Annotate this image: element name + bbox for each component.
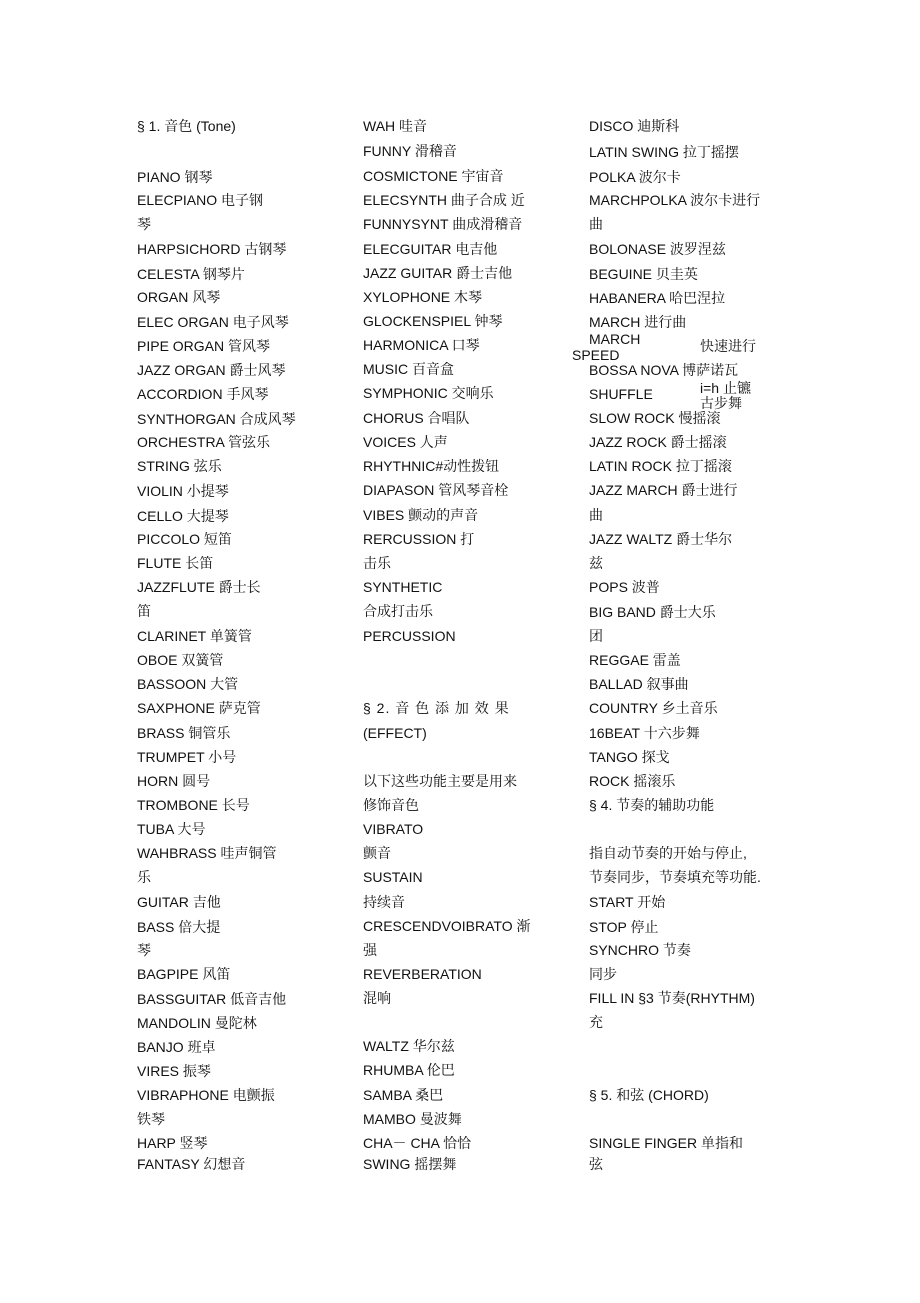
list-item: RERCUSSION 打 [363, 531, 475, 547]
list-item: RHUMBA 伦巴 [363, 1062, 455, 1078]
list-item: SWING 摇摆舞 [363, 1156, 457, 1172]
list-item: 修饰音色 [363, 797, 419, 813]
list-item: TROMBONE 长号 [137, 797, 250, 813]
section-4-desc: 指自动节奏的开始与停止, [589, 845, 747, 861]
list-item: MARCHPOLKA 波尔卡进行 [589, 192, 761, 208]
list-item: CELLO 大提琴 [137, 508, 229, 524]
list-item: BRASS 铜管乐 [137, 725, 231, 741]
list-item: 笛 [137, 603, 151, 619]
list-item: SUSTAIN [363, 869, 423, 885]
list-item: HARMONICA 口琴 [363, 337, 480, 353]
list-item: PIANO 钢琴 [137, 169, 213, 185]
list-item: SYNCHRO 节奏 [589, 942, 691, 958]
list-item: 同步 [589, 966, 617, 982]
list-item: PERCUSSION [363, 628, 456, 644]
list-item: 颤音 [363, 845, 391, 861]
list-item: BASSGUITAR 低音吉他 [137, 991, 287, 1007]
list-item: FUNNYSYNT 曲成滑稽音 [363, 216, 523, 232]
list-item: GUITAR 吉他 [137, 894, 221, 910]
list-item: 古步舞 [700, 395, 742, 411]
list-item: XYLOPHONE 木琴 [363, 289, 483, 305]
list-item: ROCK 摇滚乐 [589, 773, 676, 789]
list-item: REVERBERATION [363, 966, 482, 982]
list-item: FLUTE 长笛 [137, 555, 214, 571]
list-item: JAZZFLUTE 爵士长 [137, 579, 261, 595]
list-item: DIAPASON 管风琴音栓 [363, 482, 509, 498]
list-item: ELECPIANO 电子钢 [137, 192, 264, 208]
list-item: 合成打击乐 [363, 603, 433, 619]
list-item: JAZZ ROCK 爵士摇滚 [589, 434, 727, 450]
section-2-heading: § 2. 音 色 添 加 效 果 [363, 700, 510, 716]
list-item: SYNTHETIC [363, 579, 443, 595]
list-item: SYMPHONIC 交响乐 [363, 385, 494, 401]
list-item: VIRES 振琴 [137, 1063, 211, 1079]
list-item: 琴 [137, 942, 151, 958]
list-item: 快速进行 [700, 338, 756, 354]
list-item: COSMICTONE 宇宙音 [363, 168, 504, 184]
list-item: JAZZ ORGAN 爵士风琴 [137, 362, 286, 378]
list-item: JAZZ MARCH 爵士进行 [589, 482, 738, 498]
list-item: JAZZ WALTZ 爵士华尔 [589, 531, 733, 547]
list-item: HARPSICHORD 古钢琴 [137, 241, 287, 257]
list-item: 充 [589, 1014, 603, 1030]
list-item: LATIN ROCK 拉丁摇滚 [589, 458, 732, 474]
list-item: 团 [589, 628, 603, 644]
list-item: LATIN SWING 拉丁摇摆 [589, 144, 739, 160]
list-item: FANTASY 幻想音 [137, 1156, 246, 1172]
list-item: BOSSA NOVA 博萨诺瓦 [589, 362, 739, 378]
list-item: BANJO 班卓 [137, 1039, 216, 1055]
list-item: JAZZ GUITAR 爵士吉他 [363, 265, 513, 281]
list-item: COUNTRY 乡土音乐 [589, 700, 718, 716]
list-item: 混响 [363, 990, 391, 1006]
list-item: MARCH 进行曲 [589, 314, 687, 330]
list-item: CLARINET 单簧管 [137, 628, 252, 644]
list-item: 以下这些功能主要是用来 [363, 773, 517, 789]
list-item: SPEED [572, 347, 620, 363]
list-item: BEGUINE 贝圭英 [589, 266, 698, 282]
list-item: VIBRATO [363, 821, 424, 837]
list-item: MARCH [589, 331, 641, 347]
list-item: SINGLE FINGER 单指和 [589, 1135, 744, 1151]
list-item: SLOW ROCK 慢摇滚 [589, 410, 721, 426]
list-item: POLKA 波尔卡 [589, 169, 681, 185]
list-item: VIOLIN 小提琴 [137, 483, 229, 499]
list-item: SAMBA 桑巴 [363, 1087, 444, 1103]
list-item: PICCOLO 短笛 [137, 531, 232, 547]
list-item: 琴 [137, 216, 151, 232]
list-item: BALLAD 叙事曲 [589, 676, 689, 692]
list-item: 乐 [137, 869, 151, 885]
list-item: RHYTHNIC#动性拨钮 [363, 458, 500, 474]
section-5-heading: § 5. 和弦 (CHORD) [589, 1087, 709, 1103]
list-item: CELESTA 钢琴片 [137, 266, 245, 282]
list-item: BASSOON 大管 [137, 676, 239, 692]
list-item: BASS 倍大提 [137, 919, 221, 935]
section-4-desc: 节奏同步，节奏填充等功能. [589, 869, 761, 885]
list-item: BAGPIPE 风笛 [137, 966, 231, 982]
list-item: ORGAN 风琴 [137, 289, 221, 305]
list-item: 兹 [589, 555, 603, 571]
list-item: VOICES 人声 [363, 434, 448, 450]
list-item: ELEC ORGAN 电子风琴 [137, 314, 289, 330]
list-item: SHUFFLE [589, 386, 653, 402]
list-item: FILL IN §3 节奏(RHYTHM) [589, 990, 755, 1006]
list-item: GLOCKENSPIEL 钟琴 [363, 313, 503, 329]
list-item: 曲 [589, 216, 603, 232]
section-2-heading-sub: (EFFECT) [363, 725, 427, 741]
list-item: HORN 圆号 [137, 773, 211, 789]
list-item: WAHBRASS 哇声铜管 [137, 845, 277, 861]
list-item: WALTZ 华尔兹 [363, 1038, 455, 1054]
section-4-heading: § 4. 节奏的辅助功能 [589, 797, 715, 813]
list-item: BOLONASE 波罗涅兹 [589, 241, 726, 257]
list-item: DISCO 迪斯科 [589, 118, 680, 134]
list-item: TUBA 大号 [137, 821, 206, 837]
list-item: HARP 竖琴 [137, 1135, 208, 1151]
list-item: CHORUS 合唱队 [363, 410, 470, 426]
list-item: OBOE 双簧管 [137, 652, 224, 668]
list-item: ORCHESTRA 管弦乐 [137, 434, 271, 450]
list-item: SAXPHONE 萨克管 [137, 700, 261, 716]
list-item: START 开始 [589, 894, 666, 910]
list-item: POPS 波普 [589, 579, 660, 595]
list-item: ELECSYNTH 曲子合成 近 [363, 192, 525, 208]
list-item: CRESCENDVOIBRATO 渐 [363, 918, 531, 934]
list-item: TRUMPET 小号 [137, 749, 237, 765]
list-item: WAH 哇音 [363, 118, 428, 134]
list-item: 铁琴 [137, 1111, 165, 1127]
list-item: MAMBO 曼波舞 [363, 1111, 462, 1127]
list-item: ELECGUITAR 电吉他 [363, 241, 498, 257]
list-item: VIBES 颤动的声音 [363, 507, 479, 523]
list-item: REGGAE 雷盖 [589, 652, 681, 668]
list-item: 持续音 [363, 894, 405, 910]
list-item: CHA－ CHA 恰恰 [363, 1135, 472, 1151]
list-item: STRING 弦乐 [137, 458, 222, 474]
list-item: 弦 [589, 1156, 603, 1172]
list-item: 16BEAT 十六步舞 [589, 725, 700, 741]
list-item: 曲 [589, 507, 603, 523]
list-item: BIG BAND 爵士大乐 [589, 604, 716, 620]
list-item: VIBRAPHONE 电颤振 [137, 1087, 275, 1103]
list-item: SYNTHORGAN 合成风琴 [137, 411, 296, 427]
list-item: MANDOLIN 曼陀林 [137, 1015, 257, 1031]
section-1-heading: § 1. 音色 (Tone) [137, 118, 236, 134]
list-item: 击乐 [363, 555, 391, 571]
list-item: MUSIC 百音盒 [363, 361, 454, 377]
list-item: ACCORDION 手风琴 [137, 386, 269, 402]
list-item: 强 [363, 942, 377, 958]
list-item: PIPE ORGAN 管风琴 [137, 338, 271, 354]
list-item: TANGO 探戈 [589, 749, 670, 765]
list-item: HABANERA 哈巴涅拉 [589, 290, 726, 306]
list-item: FUNNY 滑稽音 [363, 143, 457, 159]
list-item: STOP 停止 [589, 919, 659, 935]
list-item: i=h 止镳 [700, 380, 751, 396]
